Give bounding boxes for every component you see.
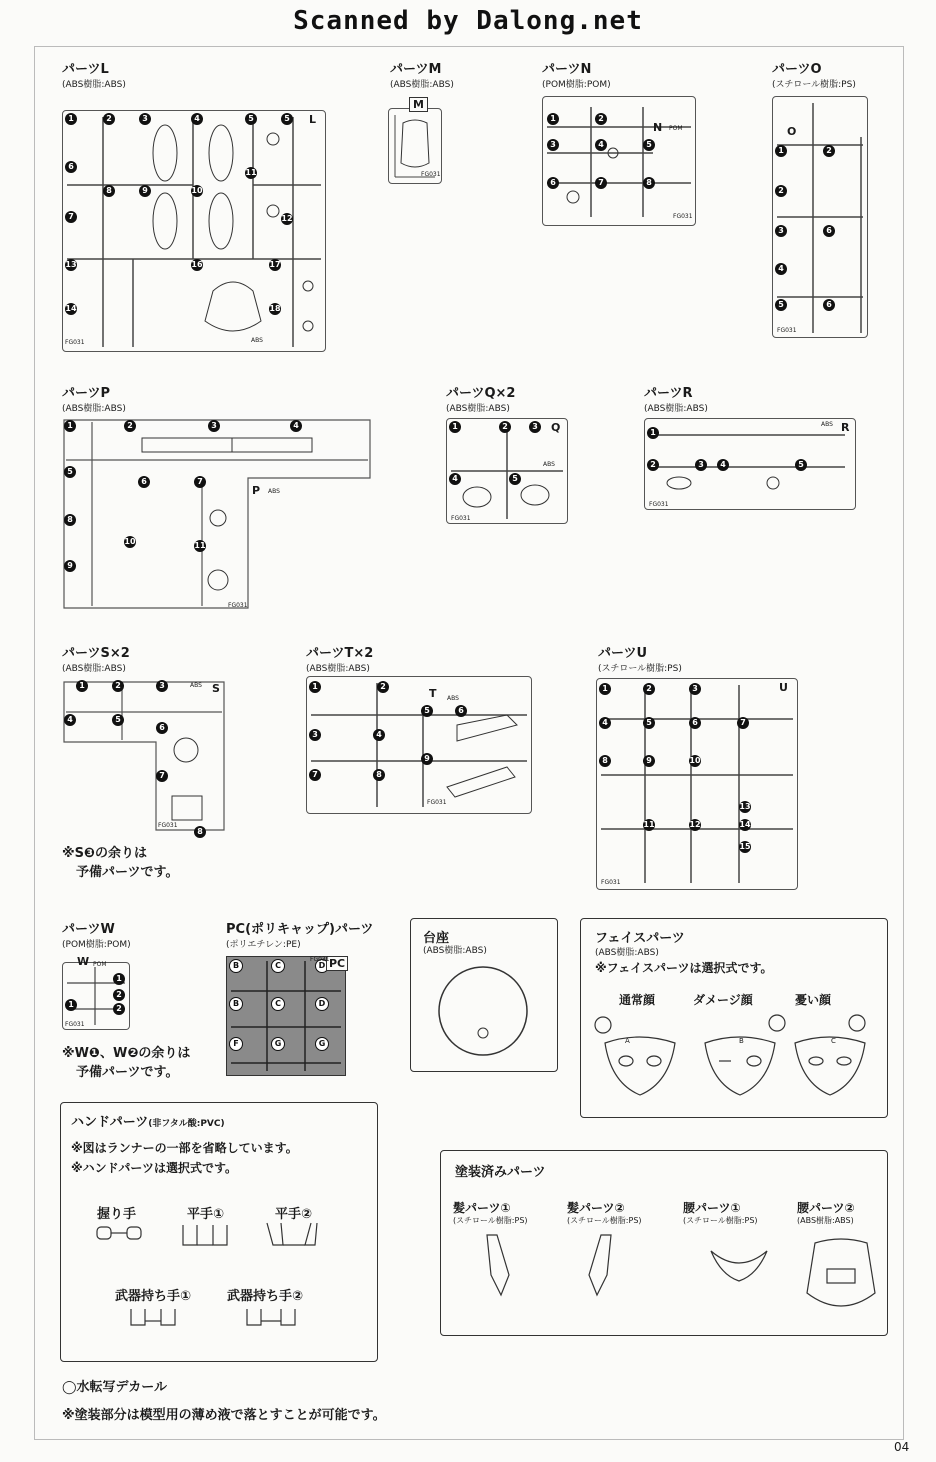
part-q-num: 5 xyxy=(509,473,521,485)
part-u-num: 4 xyxy=(599,717,611,729)
part-u-header xyxy=(598,642,682,674)
part-q-num: 4 xyxy=(449,473,461,485)
part-o-material: (スチロール樹脂:PS) xyxy=(772,80,856,90)
hand-label-grip: 握り手 xyxy=(97,1207,137,1222)
part-t-header xyxy=(306,642,373,674)
part-l-num: 11 xyxy=(245,168,257,177)
painted-label-hair2: 髪パーツ② xyxy=(567,1201,625,1215)
part-r-header xyxy=(644,382,708,414)
part-u-num: 15 xyxy=(739,842,751,851)
part-n-fg: FG031 xyxy=(673,213,693,220)
part-u-num: 13 xyxy=(739,802,751,811)
part-t-material: (ABS樹脂:ABS) xyxy=(306,664,370,674)
part-q-num: 1 xyxy=(449,421,461,433)
part-pc-letter: G xyxy=(271,1037,285,1051)
part-s-fg: FG031 xyxy=(158,822,178,829)
part-s-num: 8 xyxy=(194,826,206,838)
part-l-num: 5 xyxy=(245,113,257,125)
part-w-fg: FG031 xyxy=(65,1021,85,1028)
part-n-title: パーツN xyxy=(542,62,592,77)
runner-t xyxy=(306,676,532,814)
part-p-tag: P xyxy=(252,484,261,497)
part-r-title: パーツR xyxy=(644,386,693,401)
part-s-material: (ABS樹脂:ABS) xyxy=(62,664,126,674)
part-n-material-tag: POM xyxy=(669,125,683,132)
part-l-title: パーツL xyxy=(62,62,109,77)
part-t-num: 6 xyxy=(455,705,467,717)
runner-n xyxy=(542,96,696,226)
face-title: フェイスパーツ xyxy=(595,931,685,946)
part-s-num: 5 xyxy=(112,714,124,726)
part-q-num: 3 xyxy=(529,421,541,433)
part-n-num: 7 xyxy=(595,177,607,189)
part-r-num: 2 xyxy=(647,459,659,471)
part-u-num: 14 xyxy=(739,820,751,829)
hand-illustrations xyxy=(61,1103,377,1361)
part-p-num: 10 xyxy=(124,537,136,546)
part-pc-letter: C xyxy=(271,959,285,973)
part-s-num: 7 xyxy=(156,770,168,782)
part-l-num: 2 xyxy=(103,113,115,125)
part-s-tag: S xyxy=(212,682,220,695)
part-w-num: 2 xyxy=(113,1003,125,1015)
part-u-num: 2 xyxy=(643,683,655,695)
runner-m xyxy=(388,98,442,184)
painted-material-waist1: (スチロール樹脂:PS) xyxy=(683,1216,758,1225)
part-w-material-tag: POM xyxy=(93,961,107,968)
face-letter-b: B xyxy=(739,1037,744,1045)
base-material: (ABS樹脂:ABS) xyxy=(423,946,487,956)
part-r-tag: R xyxy=(841,421,850,434)
part-n-tag: N xyxy=(653,121,663,134)
base-title: 台座 xyxy=(423,931,450,946)
part-t-num: 8 xyxy=(373,769,385,781)
part-m-header xyxy=(390,58,454,90)
part-p-header xyxy=(62,382,126,414)
part-w-tag: W xyxy=(77,955,90,968)
part-n-header xyxy=(542,58,611,90)
hand-label-flat2: 平手② xyxy=(275,1207,313,1222)
part-l-num: 3 xyxy=(139,113,151,125)
face-box xyxy=(580,918,888,1118)
part-w-header xyxy=(62,918,131,950)
part-u-num: 6 xyxy=(689,717,701,729)
painted-material-hair1: (スチロール樹脂:PS) xyxy=(453,1216,528,1225)
part-o-num: 6 xyxy=(823,225,835,237)
part-o-tag: O xyxy=(787,125,797,138)
part-o-num: 3 xyxy=(775,225,787,237)
part-p-num: 1 xyxy=(64,420,76,432)
part-p-num: 6 xyxy=(138,476,150,488)
painted-material-waist2: (ABS樹脂:ABS) xyxy=(797,1216,854,1225)
runner-l xyxy=(62,110,326,352)
runner-r xyxy=(644,418,856,510)
painted-material-hair2: (スチロール樹脂:PS) xyxy=(567,1216,642,1225)
part-s-num: 2 xyxy=(112,680,124,692)
part-l-num: 13 xyxy=(65,260,77,269)
runner-q xyxy=(446,418,568,524)
part-q-material: (ABS樹脂:ABS) xyxy=(446,404,510,414)
part-u-title: パーツU xyxy=(598,646,648,661)
part-n-material: (POM樹脂:POM) xyxy=(542,80,611,90)
part-u-num: 12 xyxy=(689,820,701,829)
part-q-title: パーツQ×2 xyxy=(446,386,516,401)
painted-label-waist1: 腰パーツ① xyxy=(683,1201,741,1215)
part-l-num: 16 xyxy=(191,260,203,269)
part-o-fg: FG031 xyxy=(777,327,797,334)
part-l-material-tag: ABS xyxy=(251,337,263,344)
part-o-num: 1 xyxy=(775,145,787,157)
part-n-num: 3 xyxy=(547,139,559,151)
part-p-num: 3 xyxy=(208,420,220,432)
part-p-num: 11 xyxy=(194,541,206,550)
part-q-tag: Q xyxy=(551,421,561,434)
runner-t-frame xyxy=(307,677,531,813)
part-q-material-tag: ABS xyxy=(543,461,555,468)
part-l-num: 5 xyxy=(281,113,293,125)
part-s-header xyxy=(62,642,130,674)
runner-p-frame xyxy=(62,418,372,610)
part-p-num: 5 xyxy=(64,466,76,478)
s-spare-note-line2: 予備パーツです。 xyxy=(76,865,179,880)
part-s-num: 1 xyxy=(76,680,88,692)
runner-n-frame xyxy=(543,97,695,225)
part-t-num: 1 xyxy=(309,681,321,693)
face-label-worried: 憂い顔 xyxy=(795,993,832,1007)
part-m-tag: M xyxy=(409,97,428,112)
hand-label-weapon1: 武器持ち手① xyxy=(115,1289,192,1304)
hand-box xyxy=(60,1102,378,1362)
part-l-num: 10 xyxy=(191,186,203,195)
hand-label-flat1: 平手① xyxy=(187,1207,225,1222)
part-l-num: 18 xyxy=(269,304,281,313)
face-illustrations xyxy=(581,919,887,1117)
part-pc-letter: F xyxy=(229,1037,243,1051)
runner-l-frame xyxy=(63,111,325,351)
part-o-title: パーツO xyxy=(772,62,822,77)
part-n-num: 8 xyxy=(643,177,655,189)
part-p-num: 2 xyxy=(124,420,136,432)
part-w-title: パーツW xyxy=(62,922,115,937)
part-t-num: 4 xyxy=(373,729,385,741)
w-spare-note xyxy=(62,1042,190,1080)
part-t-num: 5 xyxy=(421,705,433,717)
part-l-num: 4 xyxy=(191,113,203,125)
part-s-num: 4 xyxy=(64,714,76,726)
part-p-fg: FG031 xyxy=(228,602,248,609)
part-pc-material: (ポリエチレン:PE) xyxy=(226,940,301,950)
part-o-num: 4 xyxy=(775,263,787,275)
part-m-title: パーツM xyxy=(390,62,442,77)
face-letter-a: A xyxy=(625,1037,630,1045)
part-pc-letter: D xyxy=(315,997,329,1011)
face-letter-c: C xyxy=(831,1037,836,1045)
paint-remove-note: ※塗装部分は模型用の薄め液で落とすことが可能です。 xyxy=(62,1408,386,1423)
part-pc-letter: B xyxy=(229,959,243,973)
part-n-num: 2 xyxy=(595,113,607,125)
part-t-material-tag: ABS xyxy=(447,695,459,702)
part-r-num: 1 xyxy=(647,427,659,439)
page-number: 04 xyxy=(894,1440,910,1454)
part-p-material: (ABS樹脂:ABS) xyxy=(62,404,126,414)
part-pc-letter: C xyxy=(271,997,285,1011)
part-q-header xyxy=(446,382,515,414)
part-r-num: 5 xyxy=(795,459,807,471)
part-l-num: 17 xyxy=(269,260,281,269)
runner-r-frame xyxy=(645,419,855,509)
part-pc-tag: PC xyxy=(326,956,348,971)
part-l-num: 7 xyxy=(65,211,77,223)
runner-s-frame xyxy=(62,676,228,832)
w-spare-note-line2: 予備パーツです。 xyxy=(76,1065,179,1080)
runner-w xyxy=(62,955,130,1030)
runner-pc-frame xyxy=(227,957,345,1075)
part-o-num: 5 xyxy=(775,299,787,311)
runner-s xyxy=(62,676,228,836)
part-u-num: 5 xyxy=(643,717,655,729)
hand-note2: ※ハンドパーツは選択式です。 xyxy=(71,1161,237,1175)
part-u-num: 10 xyxy=(689,756,701,765)
w-spare-note-line1: ※W❶、W❷の余りは xyxy=(62,1046,191,1061)
part-w-num: 1 xyxy=(113,973,125,985)
hand-note1: ※図はランナーの一部を省略しています。 xyxy=(71,1141,298,1155)
painted-illustrations xyxy=(441,1151,887,1335)
painted-label-waist2: 腰パーツ② xyxy=(797,1201,855,1215)
part-p-num: 4 xyxy=(290,420,302,432)
s-spare-note xyxy=(62,842,178,880)
part-s-num: 3 xyxy=(156,680,168,692)
part-u-num: 1 xyxy=(599,683,611,695)
part-q-num: 2 xyxy=(499,421,511,433)
base-box xyxy=(410,918,558,1072)
part-pc-fg: FG031 xyxy=(310,956,330,963)
part-pc-header xyxy=(226,918,373,950)
part-r-material: (ABS樹脂:ABS) xyxy=(644,404,708,414)
part-w-num: 2 xyxy=(113,989,125,1001)
part-pc-letter: B xyxy=(229,997,243,1011)
part-p-material-tag: ABS xyxy=(268,488,280,495)
runner-o xyxy=(772,96,868,338)
part-u-num: 7 xyxy=(737,717,749,729)
part-l-num: 12 xyxy=(281,214,293,223)
part-l-num: 6 xyxy=(65,161,77,173)
part-l-tag: L xyxy=(309,113,317,126)
part-r-num: 3 xyxy=(695,459,707,471)
part-t-num: 2 xyxy=(377,681,389,693)
part-u-num: 3 xyxy=(689,683,701,695)
part-m-fg: FG031 xyxy=(421,171,441,178)
part-n-num: 1 xyxy=(547,113,559,125)
watermark: Scanned by Dalong.net xyxy=(293,6,643,36)
part-pc-title: PC(ポリキャップ)パーツ xyxy=(226,922,374,937)
part-m-material: (ABS樹脂:ABS) xyxy=(390,80,454,90)
base-illustration xyxy=(411,919,557,1071)
part-pc-letter: G xyxy=(315,1037,329,1051)
part-l-num: 9 xyxy=(139,185,151,197)
part-o-header xyxy=(772,58,856,90)
runner-u-frame xyxy=(597,679,797,889)
part-r-fg: FG031 xyxy=(649,501,669,508)
decal-note: ◯水転写デカール xyxy=(62,1380,168,1395)
part-u-tag: U xyxy=(779,681,788,694)
part-t-num: 7 xyxy=(309,769,321,781)
part-p-title: パーツP xyxy=(62,386,111,401)
hand-title-text: ハンドパーツ xyxy=(71,1115,149,1130)
part-s-title: パーツS×2 xyxy=(62,646,130,661)
s-spare-note-line1: ※S❸の余りは xyxy=(62,846,148,861)
hand-material: (非フタル酸:PVC) xyxy=(148,1119,225,1129)
part-o-num: 2 xyxy=(775,185,787,197)
part-w-num: 1 xyxy=(65,999,77,1011)
part-p-num: 9 xyxy=(64,560,76,572)
part-s-material-tag: ABS xyxy=(190,682,202,689)
part-t-num: 9 xyxy=(421,753,433,765)
face-label-damage: ダメージ顔 xyxy=(693,993,753,1007)
part-u-num: 11 xyxy=(643,820,655,829)
part-r-num: 4 xyxy=(717,459,729,471)
painted-label-hair1: 髪パーツ① xyxy=(453,1201,511,1215)
painted-box xyxy=(440,1150,888,1336)
part-pc-letter: D xyxy=(315,959,329,973)
runner-p xyxy=(62,418,372,610)
part-l-header xyxy=(62,58,126,90)
part-w-material: (POM樹脂:POM) xyxy=(62,940,131,950)
part-o-num: 6 xyxy=(823,299,835,311)
runner-pc xyxy=(226,956,346,1076)
part-l-material: (ABS樹脂:ABS) xyxy=(62,80,126,90)
part-l-num: 14 xyxy=(65,304,77,313)
face-label-normal: 通常顔 xyxy=(619,993,656,1007)
part-l-num: 8 xyxy=(103,185,115,197)
part-o-num: 2 xyxy=(823,145,835,157)
part-r-material-tag: ABS xyxy=(821,421,833,428)
part-l-fg: FG031 xyxy=(65,339,85,346)
painted-title: 塗装済みパーツ xyxy=(455,1165,546,1180)
part-n-num: 5 xyxy=(643,139,655,151)
hand-label-weapon2: 武器持ち手② xyxy=(227,1289,304,1304)
part-u-num: 8 xyxy=(599,755,611,767)
part-u-num: 9 xyxy=(643,755,655,767)
part-q-fg: FG031 xyxy=(451,515,471,522)
face-material: (ABS樹脂:ABS) xyxy=(595,948,659,958)
runner-q-frame xyxy=(447,419,567,523)
face-note: ※フェイスパーツは選択式です。 xyxy=(595,961,773,975)
part-u-material: (スチロール樹脂:PS) xyxy=(598,664,682,674)
part-t-num: 3 xyxy=(309,729,321,741)
part-n-num: 6 xyxy=(547,177,559,189)
part-n-num: 4 xyxy=(595,139,607,151)
part-p-num: 7 xyxy=(194,476,206,488)
part-t-fg: FG031 xyxy=(427,799,447,806)
part-u-fg: FG031 xyxy=(601,879,621,886)
part-s-num: 6 xyxy=(156,722,168,734)
part-l-num: 1 xyxy=(65,113,77,125)
runner-u xyxy=(596,678,798,890)
part-p-num: 8 xyxy=(64,514,76,526)
part-t-title: パーツT×2 xyxy=(306,646,374,661)
part-t-tag: T xyxy=(429,687,437,700)
